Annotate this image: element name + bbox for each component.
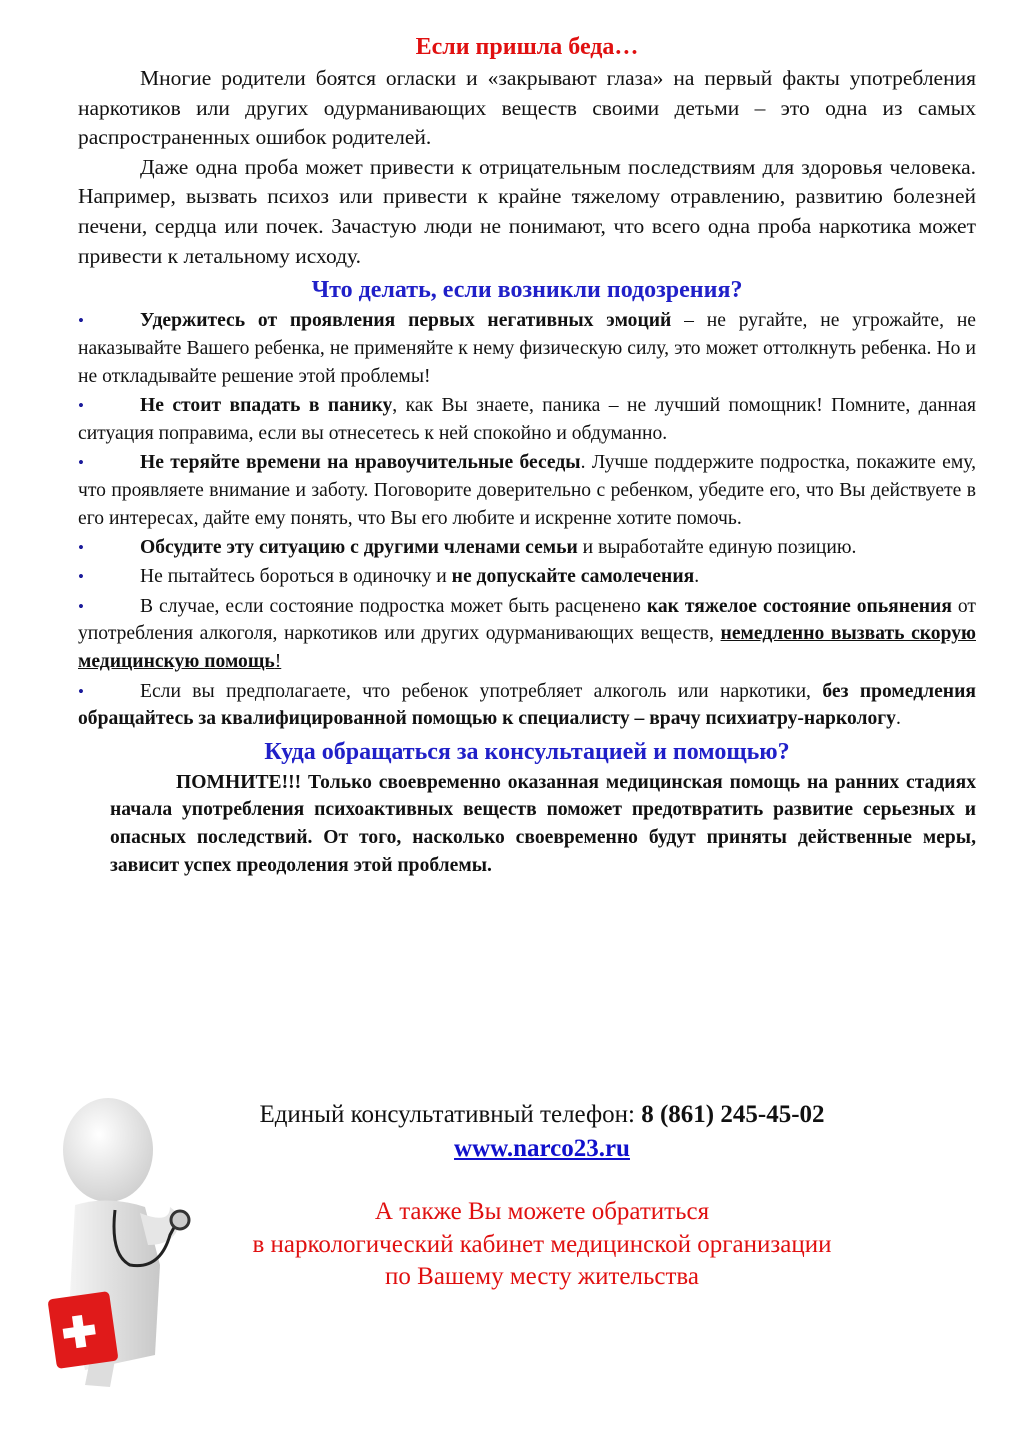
- list-item: [78, 307, 976, 390]
- bold-text: Обсудите эту ситуацию с другими членами семьи: [140, 537, 578, 559]
- bullet-icon: •: [78, 596, 84, 616]
- text: – не ругайте, не угрожайте, не наказывайте Вашего ребенка, не применяйте к нему физическую силу, это может оттолкнуть ребенка. Но и не откладывайте решение этой проблемы!: [78, 310, 977, 387]
- phone-line: [200, 1098, 884, 1132]
- text: от употребления алкоголя, наркотиков или других одурманивающих веществ,: [78, 595, 976, 645]
- bullet-icon: •: [78, 538, 84, 558]
- bullet-icon: •: [78, 681, 84, 701]
- list-item: [78, 593, 976, 676]
- text: .: [895, 708, 901, 730]
- leaflet-page: [78, 30, 976, 880]
- bullet-icon: •: [78, 396, 84, 416]
- doctor-illustration: [30, 1095, 220, 1395]
- text: , как Вы знаете, паника – не лучший помощник! Помните, данная ситуация поправима, если вы отнесетесь к ней спокойно и обдуманно.: [78, 395, 977, 444]
- intro-paragraph: Многие родители боятся огласки и «закрывают глаза» на первый факты употребления наркотиков или других одурманивающих веществ своими детьми – это одна из самых распространенных ошибок родителей.: [78, 66, 976, 150]
- intro-paragraph: Даже одна проба может привести к отрицательным последствиям для здоровья человека. Например, вызвать психоз или привести к крайне тяжелому отравлению, развитию болезней печени, сердца или почек. Зачастую люди не понимают, что всего одна проба наркотика может привести к летальному исходу.: [78, 154, 976, 268]
- first-aid-kit-icon: [47, 1291, 118, 1369]
- bullet-icon: •: [78, 453, 84, 473]
- text: . Лучше поддержите подростка, покажите ему, что проявляете внимание и заботу. Поговорите доверительно с ребенком, убедите его, что Вы действуете в его интересах, дайте ему понять, что Вы его любите и искренне хотите помочь.: [78, 452, 976, 529]
- help-heading: Куда обращаться за консультацией и помощью?: [264, 738, 790, 765]
- text: Не пытайтесь бороться в одиночку и: [140, 566, 452, 588]
- underlined-bold-text: немедленно вызвать скорую медицинскую помощь: [78, 623, 976, 673]
- list-item: [78, 449, 976, 532]
- text: В случае, если состояние подростка может быть расценено: [140, 595, 647, 617]
- text: !: [274, 651, 282, 673]
- bullet-icon: •: [78, 311, 84, 331]
- bullet-icon: •: [78, 567, 84, 587]
- list-item: [78, 563, 976, 591]
- bold-text: как тяжелое состояние опьянения: [646, 595, 952, 617]
- list-item: [78, 392, 976, 448]
- phone-number[interactable]: 8 (861) 245-45-02: [641, 1101, 825, 1128]
- page-title: Если пришла беда…: [415, 34, 639, 60]
- bold-text: Удержитесь от проявления первых негативных эмоций: [140, 310, 672, 332]
- text: Если вы предполагаете, что ребенок употребляет алкоголь или наркотики,: [140, 680, 823, 702]
- website-link[interactable]: www.narco23.ru: [454, 1135, 630, 1162]
- text: и выработайте единую позицию.: [577, 537, 857, 559]
- text: .: [694, 566, 700, 588]
- phone-label: Единый консультативный телефон:: [259, 1101, 642, 1128]
- suspicion-heading: Что делать, если возникли подозрения?: [311, 277, 743, 304]
- list-item: [78, 678, 976, 734]
- bold-text: Не теряйте времени на нравоучительные беседы: [140, 452, 581, 474]
- remember-paragraph: ПОМНИТЕ!!! Только своевременно оказанная медицинская помощь на ранних стадиях начала употребления психоактивных веществ поможет предотвратить развитие серьезных и опасных последствий. От того, насколько своевременно будут приняты действенные меры, зависит успех преодоления этой проблемы.: [110, 771, 976, 876]
- clinic-note-line: по Вашему месту жительства: [385, 1263, 699, 1290]
- clinic-note: [200, 1196, 884, 1294]
- contact-block: [200, 1098, 884, 1294]
- bold-text: Не стоит впадать в панику: [140, 395, 393, 417]
- head-shape: [63, 1098, 153, 1202]
- bold-text: не допускайте самолечения: [451, 566, 695, 588]
- clinic-note-line: в наркологический кабинет медицинской организации: [252, 1230, 832, 1258]
- clinic-note-line: А также Вы можете обратиться: [374, 1198, 710, 1225]
- bold-text: без промедления обращайтесь за квалифицированной помощью к специалисту – врачу психиатру-наркологу: [78, 680, 976, 730]
- intro-section: [78, 64, 976, 271]
- list-item: [78, 534, 976, 562]
